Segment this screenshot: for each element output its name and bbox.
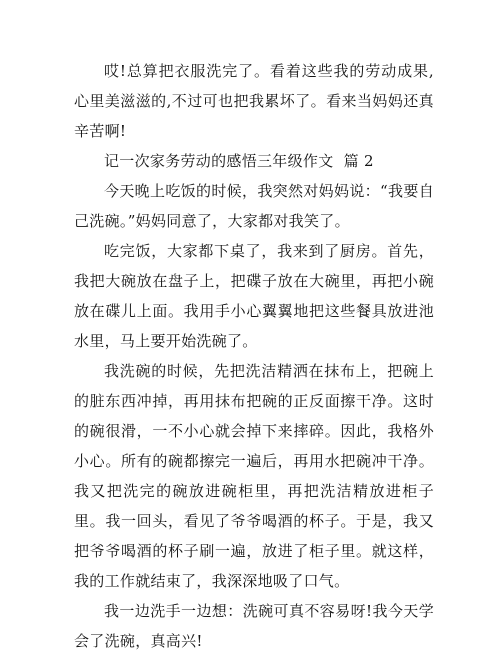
document-body	[74, 56, 434, 656]
paragraph-reflection: 我一边洗手一边想：洗碗可真不容易呀!我今天学会了洗碗，真高兴!	[74, 602, 434, 650]
paragraph-stacking-dishes: 吃完饭，大家都下桌了，我来到了厨房。首先，我把大碗放在盘子上，把碟子放在大碗里，再把小碗放在碟儿上面。我用手小心翼翼地把这些餐具放进池水里，马上要开始洗碗了。	[74, 242, 434, 350]
paragraph-washing-process: 我洗碗的时候，先把洗洁精洒在抹布上，把碗上的脏东西冲掉，再用抹布把碗的正反面擦干净。这时的碗很滑，一不小心就会掉下来摔碎。因此，我格外小心。所有的碗都擦完一遍后，再用水把碗冲干净。我又把洗完的碗放进碗柜里，再把洗洁精放进柜子里。我一回头，看见了爷爷喝酒的杯子。于是，我又把爷爷喝酒的杯子刷一遍，放进了柜子里。就这样，我的工作就结束了，我深深地吸了口气。	[74, 362, 434, 590]
paragraph-laundry-ending: 哎!总算把衣服洗完了。看着这些我的劳动成果,心里美滋滋的,不过可也把我累坏了。看来当妈妈还真辛苦啊!	[74, 62, 434, 140]
paragraph-dinner-request: 今天晚上吃饭的时候，我突然对妈妈说：“我要自己洗碗。”妈妈同意了，大家都对我笑了。	[74, 182, 434, 230]
essay-title: 记一次家务劳动的感悟三年级作文 篇 2	[104, 152, 374, 170]
